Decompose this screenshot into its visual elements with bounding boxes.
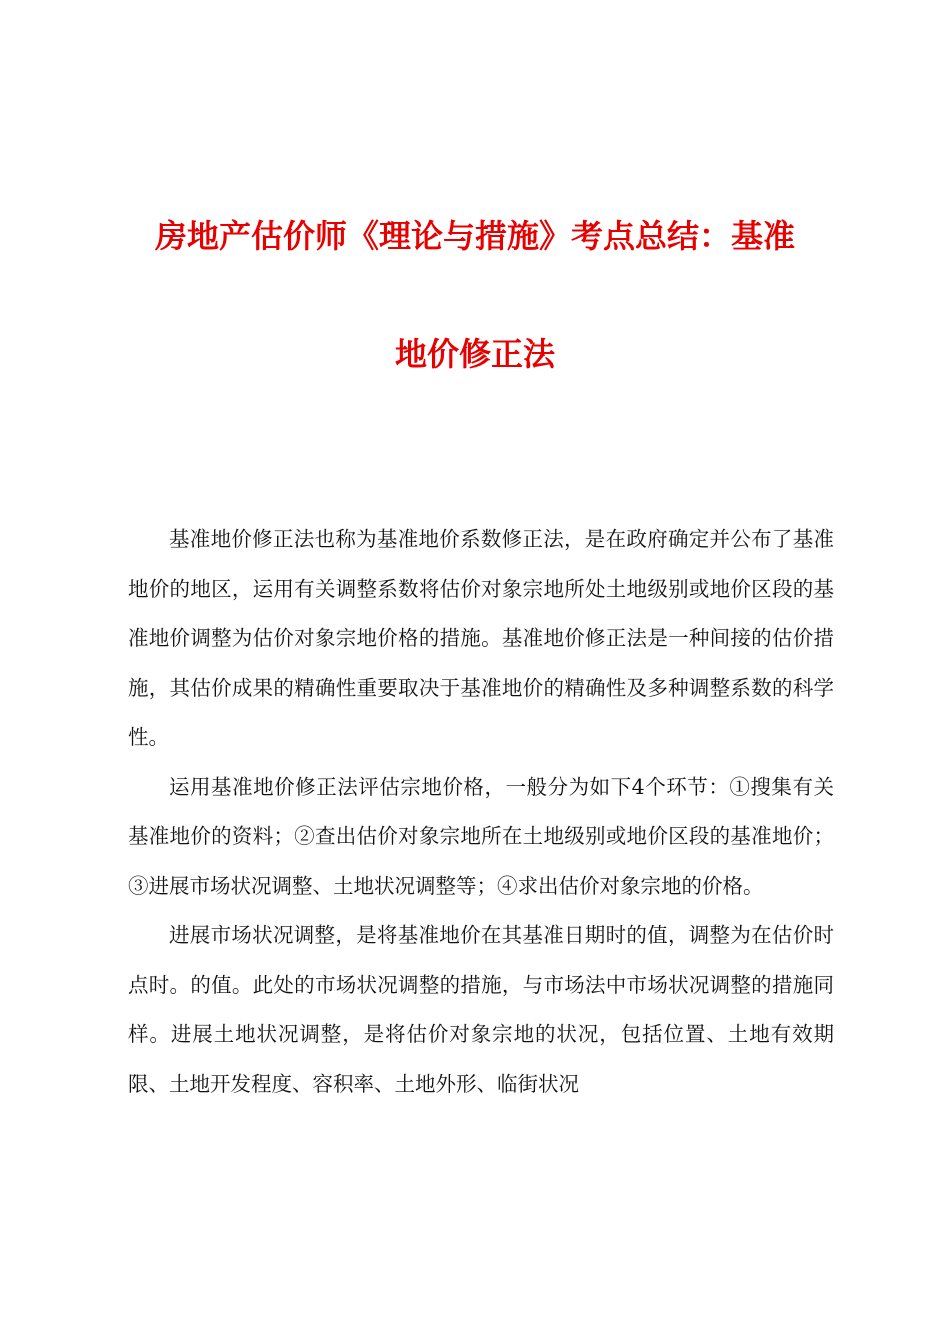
paragraph-1: 基准地价修正法也称为基准地价系数修正法，是在政府确定并公布了基准地价的地区，运用有关调整系数将估价对象宗地所处土地级别或地价区段的基准地价调整为估价对象宗地价格的措施。基准地价修正法是一种间接的估价措施，其估价成果的精确性重要取决于基准地价的精确性及多种调整系数的科学性。 bbox=[128, 527, 834, 749]
document-title-line-1: 房地产估价师《理论与措施》考点总结：基准 bbox=[154, 217, 795, 255]
document-body bbox=[128, 515, 834, 1109]
paragraph-2: 运用基准地价修正法评估宗地价格，一般分为如下4个环节：①搜集有关基准地价的资料；②查出估价对象宗地所在土地级别或地价区段的基准地价；③进展市场状况调整、土地状况调整等；④求出估价对象宗地的价格。 bbox=[128, 774, 834, 898]
paragraph-3: 进展市场状况调整，是将基准地价在其基准日期时的值，调整为在估价时点时。的值。此处的市场状况调整的措施，与市场法中市场状况调整的措施同样。进展土地状况调整，是将估价对象宗地的状况，包括位置、土地有效期限、土地开发程度、容积率、土地外形、临街状况 bbox=[128, 923, 834, 1096]
document-title-line-2: 地价修正法 bbox=[394, 335, 555, 373]
